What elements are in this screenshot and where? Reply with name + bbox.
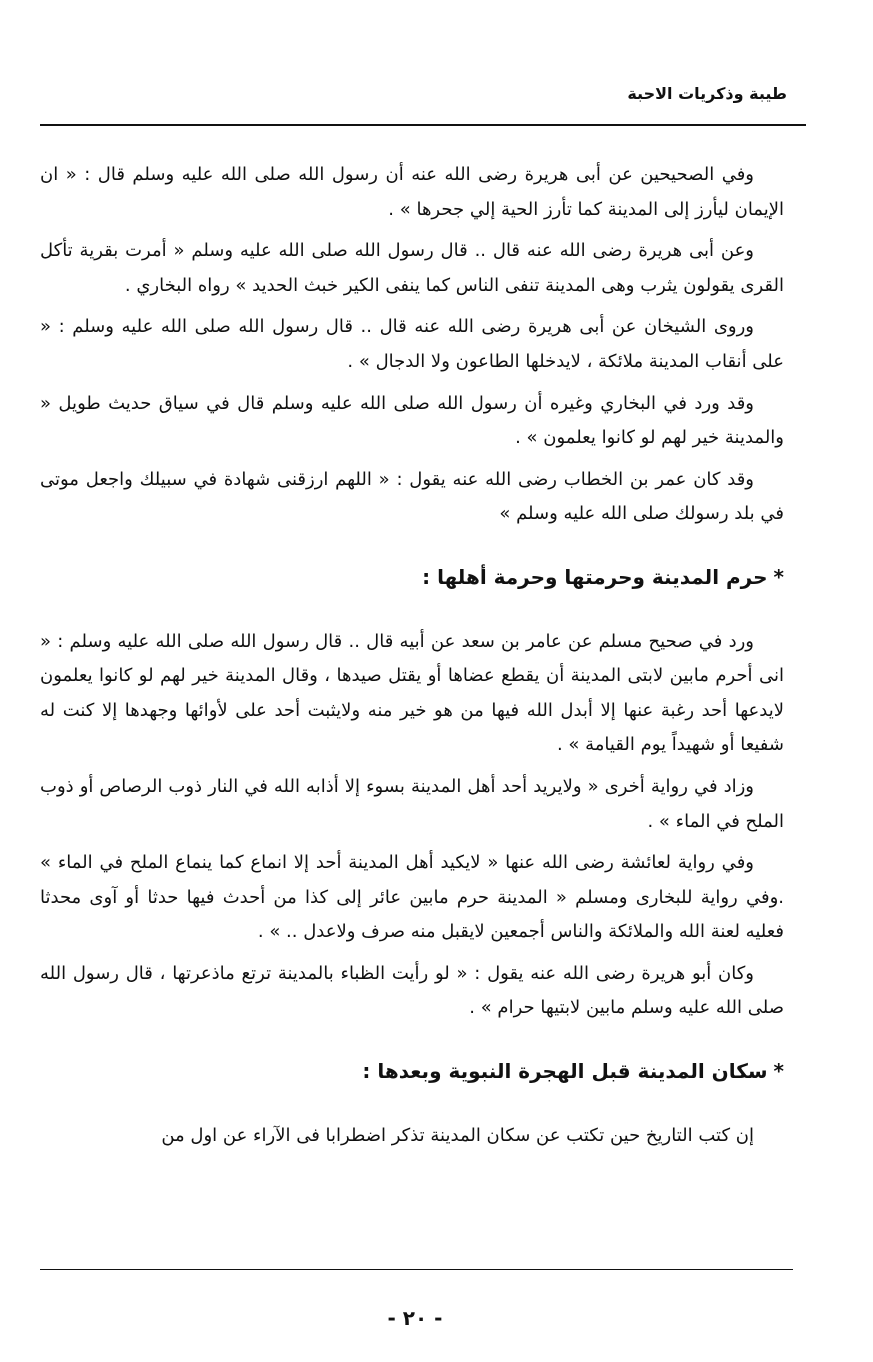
paragraph: ورد في صحيح مسلم عن عامر بن سعد عن أبيه قال .. قال رسول الله صلى الله عليه وسلم : « انى أحرم مابين لابتى المدينة أن يقطع عضاها أو يقتل صيدها ، وقال المدينة خير لهم لو كانوا يعلمون لايدعها أحد رغبة عنها إلا أبدل الله فيها من هو خير منه ولايثبت أحد على لأوائها وجهدها إلا كنت له شفيعا أو شهيداً يوم القيامة » . <box>40 630 784 756</box>
bullet-star: * <box>773 1059 784 1084</box>
footer-rule <box>40 1269 793 1270</box>
header-rule <box>40 124 806 126</box>
section-heading-text: حرم المدينة وحرمتها وحرمة أهلها : <box>422 564 768 589</box>
running-header: طيبة وذكريات الاحبة <box>627 84 787 103</box>
paragraph: وروى الشيخان عن أبى هريرة رضى الله عنه قال .. قال رسول الله صلى الله عليه وسلم : « على أنقاب المدينة ملائكة ، لايدخلها الطاعون ولا الدجال » . <box>40 316 784 372</box>
bullet-star: * <box>773 564 784 589</box>
paragraph: وعن أبى هريرة رضى الله عنه قال .. قال رسول الله صلى الله عليه وسلم « أمرت بقرية تأكل القرى يقولون يثرب وهى المدينة تنفى الناس كما ينفى الكير خبث الحديد » رواه البخاري . <box>40 240 784 296</box>
paragraph: وقد كان عمر بن الخطاب رضى الله عنه يقول : « اللهم ارزقنى شهادة في سبيلك واجعل موتى في بلد رسولك صلى الله عليه وسلم » <box>40 468 784 525</box>
paragraph: وقد ورد في البخاري وغيره أن رسول الله صلى الله عليه وسلم قال في سياق حديث طويل « والمدينة خير لهم لو كانوا يعلمون » . <box>40 392 784 449</box>
paragraph: وزاد في رواية أخرى « ولايريد أحد أهل المدينة بسوء إلا أذابه الله في النار ذوب الرصاص أو ذوب الملح في الماء » . <box>40 775 784 832</box>
section-heading <box>40 560 784 595</box>
section-heading-text: سكان المدينة قبل الهجرة النبوية وبعدها : <box>362 1059 768 1084</box>
paragraph: وفي رواية لعائشة رضى الله عنها « لايكيد أهل المدينة أحد إلا انماع كما ينماع الملح في الماء » .وفي رواية للبخارى ومسلم « المدينة حرم مابين عائر إلى كذا من أحدث فيها حدثا أو آوى محدثا فعليه لعنة الله والملائكة والناس أجمعين لايقبل منه صرف ولاعدل .. » . <box>40 852 784 943</box>
paragraph: وكان أبو هريرة رضى الله عنه يقول : « لو رأيت الظباء بالمدينة ترتع ماذعرتها ، قال رسول الله صلى الله عليه وسلم مابين لابتيها حرام » . <box>40 962 784 1019</box>
paragraph: وفي الصحيحين عن أبى هريرة رضى الله عنه أن رسول الله صلى الله عليه وسلم قال : « ان الإيمان ليأرز إلى المدينة كما تأرز الحية إلي جحرها » . <box>40 164 784 220</box>
paragraph: إن كتب التاريخ حين تكتب عن سكان المدينة تذكر اضطرابا فى الآراء عن اول من <box>161 1124 754 1146</box>
section-heading <box>40 1054 784 1089</box>
page-body <box>40 158 784 1160</box>
page-number: - ٢٠ - <box>387 1306 443 1330</box>
